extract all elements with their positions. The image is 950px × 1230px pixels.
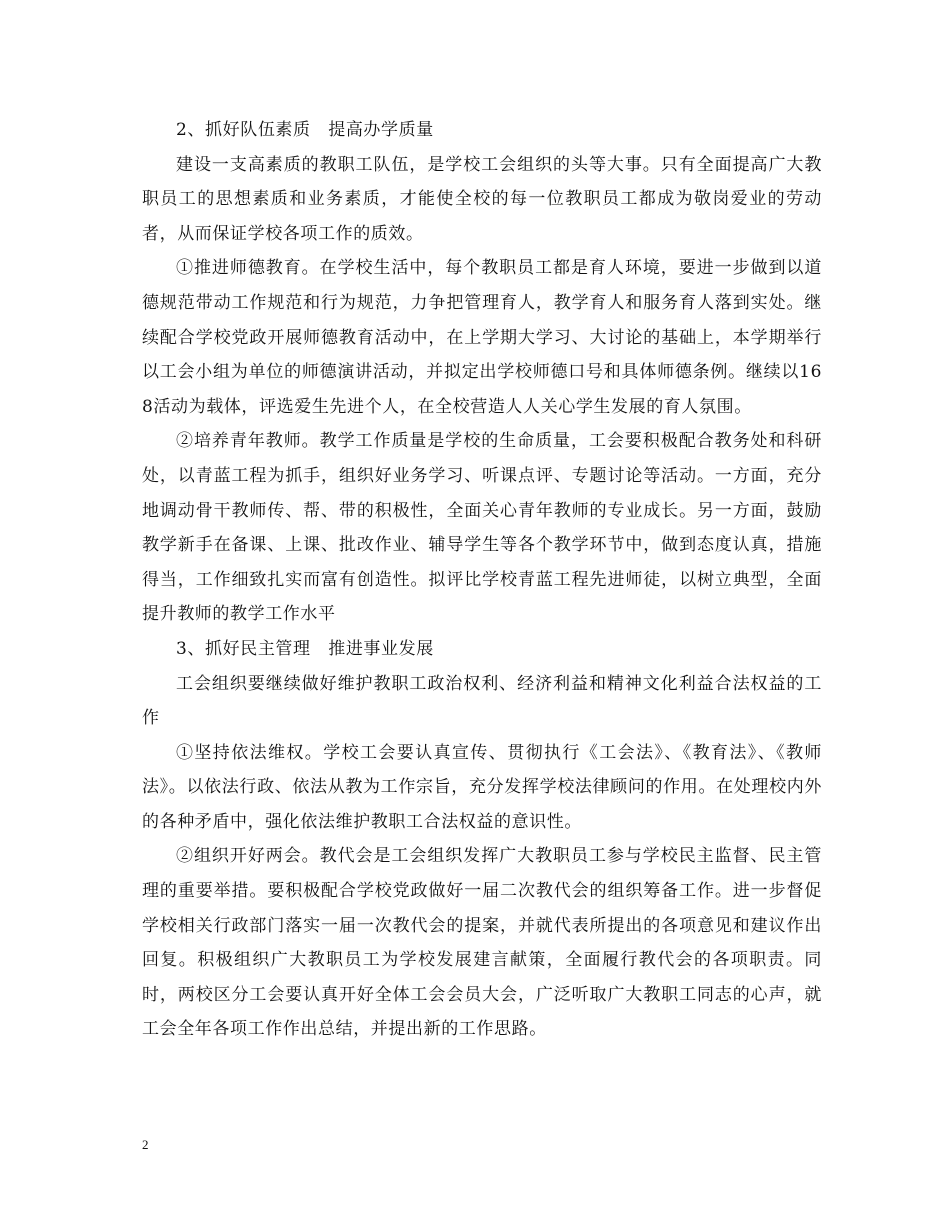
young-teachers-paragraph: ②培养青年教师。教学工作质量是学校的生命质量，工会要积极配合教务处和科研处，以青蓝工程为抓手，组织好业务学习、听课点评、专题讨论等活动。一方面，充分地调动骨干教师传、帮、带的积极性，全面关心青年教师的专业成长。另一方面，鼓励教学新手在备课、上课、批改作业、辅导学生等各个教学环节中，做到态度认真，措施得当，工作细致扎实而富有创造性。拟评比学校青蓝工程先进师徒，以树立典型，全面提升教师的教学工作水平 bbox=[142, 431, 822, 625]
document-body bbox=[142, 113, 822, 1047]
staff-congress-paragraph: ②组织开好两会。教代会是工会组织发挥广大教职员工参与学校民主监督、民主管理的重要举措。要积极配合学校党政做好一届二次教代会的组织筹备工作。进一步督促学校相关行政部门落实一届一次教代会的提案，并就代表所提出的各项意见和建议作出回复。积极组织广大教职员工为学校发展建言献策，全面履行教代会的各项职责。同时，两校区分工会要认真开好全体工会会员大会，广泛听取广大教职工同志的心声，就工会全年各项工作作出总结，并提出新的工作思路。 bbox=[142, 846, 822, 1040]
teacher-ethics-paragraph: ①推进师德教育。在学校生活中，每个教职员工都是育人环境，要进一步做到以道德规范带动工作规范和行为规范，力争把管理育人，教学育人和服务育人落到实处。继续配合学校党政开展师德教育活动中，在上学期大学习、大讨论的基础上，本学期举行以工会小组为单位的师德演讲活动，并拟定出学校师德口号和具体师德条例。继续以168活动为载体，评选爱生先进个人，在全校营造人人关心学生发展的育人氛围。 bbox=[142, 258, 822, 417]
legal-rights-paragraph: ①坚持依法维权。学校工会要认真宣传、贯彻执行《工会法》、《教育法》、《教师法》。以依法行政、依法从教为工作宗旨，充分发挥学校法律顾问的作用。在处理校内外的各种矛盾中，强化依法维护教职工合法权益的意识性。 bbox=[142, 742, 822, 832]
section-3-intro-paragraph: 工会组织要继续做好维护教职工政治权利、经济利益和精神文化利益合法权益的工作 bbox=[142, 673, 822, 729]
section-2-intro-paragraph: 建设一支高素质的教职工队伍，是学校工会组织的头等大事。只有全面提高广大教职员工的思想素质和业务素质，才能使全校的每一位教职员工都成为敬岗爱业的劳动者，从而保证学校各项工作的质效。 bbox=[142, 154, 822, 244]
section-3-heading: 3、抓好民主管理 推进事业发展 bbox=[176, 638, 434, 659]
page-number: 2 bbox=[142, 1137, 149, 1152]
section-2-heading: 2、抓好队伍素质 提高办学质量 bbox=[176, 120, 434, 140]
